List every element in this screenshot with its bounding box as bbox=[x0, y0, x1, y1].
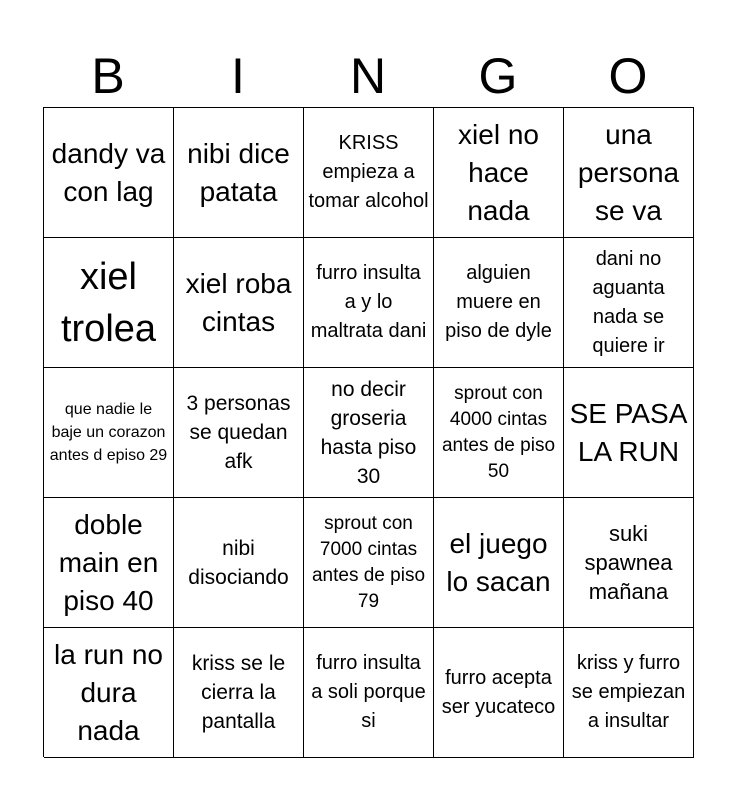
cell-text: alguien muere en piso de dyle bbox=[445, 262, 552, 342]
bingo-cell[interactable] bbox=[304, 108, 434, 238]
bingo-cell[interactable] bbox=[434, 238, 564, 368]
header-letter-n: N bbox=[349, 48, 387, 104]
bingo-cell[interactable] bbox=[434, 498, 564, 628]
bingo-cell[interactable] bbox=[304, 498, 434, 628]
cell-text: la run no dura nada bbox=[54, 638, 163, 746]
bingo-cell[interactable] bbox=[304, 628, 434, 758]
bingo-cell[interactable] bbox=[434, 368, 564, 498]
bingo-cell[interactable] bbox=[304, 238, 434, 368]
cell-text: no decir groseria hasta piso 30 bbox=[320, 377, 417, 488]
cell-text: suki spawnea mañana bbox=[584, 521, 673, 604]
bingo-cell[interactable] bbox=[174, 238, 304, 368]
bingo-cell[interactable] bbox=[44, 238, 174, 368]
cell-text: nibi dice patata bbox=[187, 137, 290, 207]
bingo-cell[interactable] bbox=[434, 628, 564, 758]
bingo-board bbox=[43, 107, 694, 757]
cell-text: doble main en piso 40 bbox=[58, 508, 159, 616]
bingo-cell[interactable] bbox=[44, 368, 174, 498]
bingo-cell[interactable] bbox=[174, 368, 304, 498]
cell-text: sprout con 4000 cintas antes de piso 50 bbox=[441, 382, 556, 482]
bingo-cell[interactable] bbox=[44, 108, 174, 238]
cell-text: furro acepta ser yucateco bbox=[441, 666, 556, 718]
cell-text: kriss se le cierra la pantalla bbox=[191, 652, 286, 733]
bingo-cell[interactable] bbox=[564, 238, 694, 368]
bingo-cell[interactable] bbox=[564, 628, 694, 758]
header-letter-i: I bbox=[231, 48, 245, 104]
cell-text: dani no aguanta nada se quiere ir bbox=[592, 247, 665, 357]
cell-text: SE PASA LA RUN bbox=[569, 397, 688, 467]
cell-text: nibi disociando bbox=[188, 536, 289, 589]
cell-text: una persona se va bbox=[577, 118, 680, 226]
bingo-header bbox=[43, 44, 693, 108]
header-letter-g: G bbox=[478, 48, 518, 104]
bingo-cell[interactable] bbox=[44, 628, 174, 758]
cell-text: kriss y furro se empiezan a insultar bbox=[571, 652, 686, 732]
cell-text: el juego lo sacan bbox=[446, 527, 551, 597]
bingo-cell[interactable] bbox=[304, 368, 434, 498]
bingo-cell[interactable] bbox=[564, 108, 694, 238]
cell-text: 3 personas se quedan afk bbox=[186, 392, 291, 473]
cell-text: que nadie le baje un corazon antes d episo 29 bbox=[49, 401, 168, 464]
cell-text: KRISS empieza a tomar alcohol bbox=[308, 132, 429, 212]
cell-text: dandy va con lag bbox=[51, 137, 166, 207]
bingo-cell[interactable] bbox=[564, 368, 694, 498]
cell-text: furro insulta a y lo maltrata dani bbox=[310, 262, 427, 342]
cell-text: xiel trolea bbox=[60, 255, 157, 350]
bingo-cell[interactable] bbox=[174, 498, 304, 628]
cell-text: sprout con 7000 cintas antes de piso 79 bbox=[311, 512, 426, 612]
cell-text: furro insulta a soli porque si bbox=[311, 652, 426, 732]
header-letter-b: B bbox=[91, 48, 125, 104]
cell-text: xiel roba cintas bbox=[185, 267, 292, 337]
header-letter-o: O bbox=[608, 48, 648, 104]
bingo-cell[interactable] bbox=[174, 628, 304, 758]
cell-text: xiel no hace nada bbox=[458, 118, 539, 226]
bingo-cell[interactable] bbox=[44, 498, 174, 628]
bingo-cell[interactable] bbox=[434, 108, 564, 238]
bingo-cell[interactable] bbox=[174, 108, 304, 238]
bingo-cell[interactable] bbox=[564, 498, 694, 628]
